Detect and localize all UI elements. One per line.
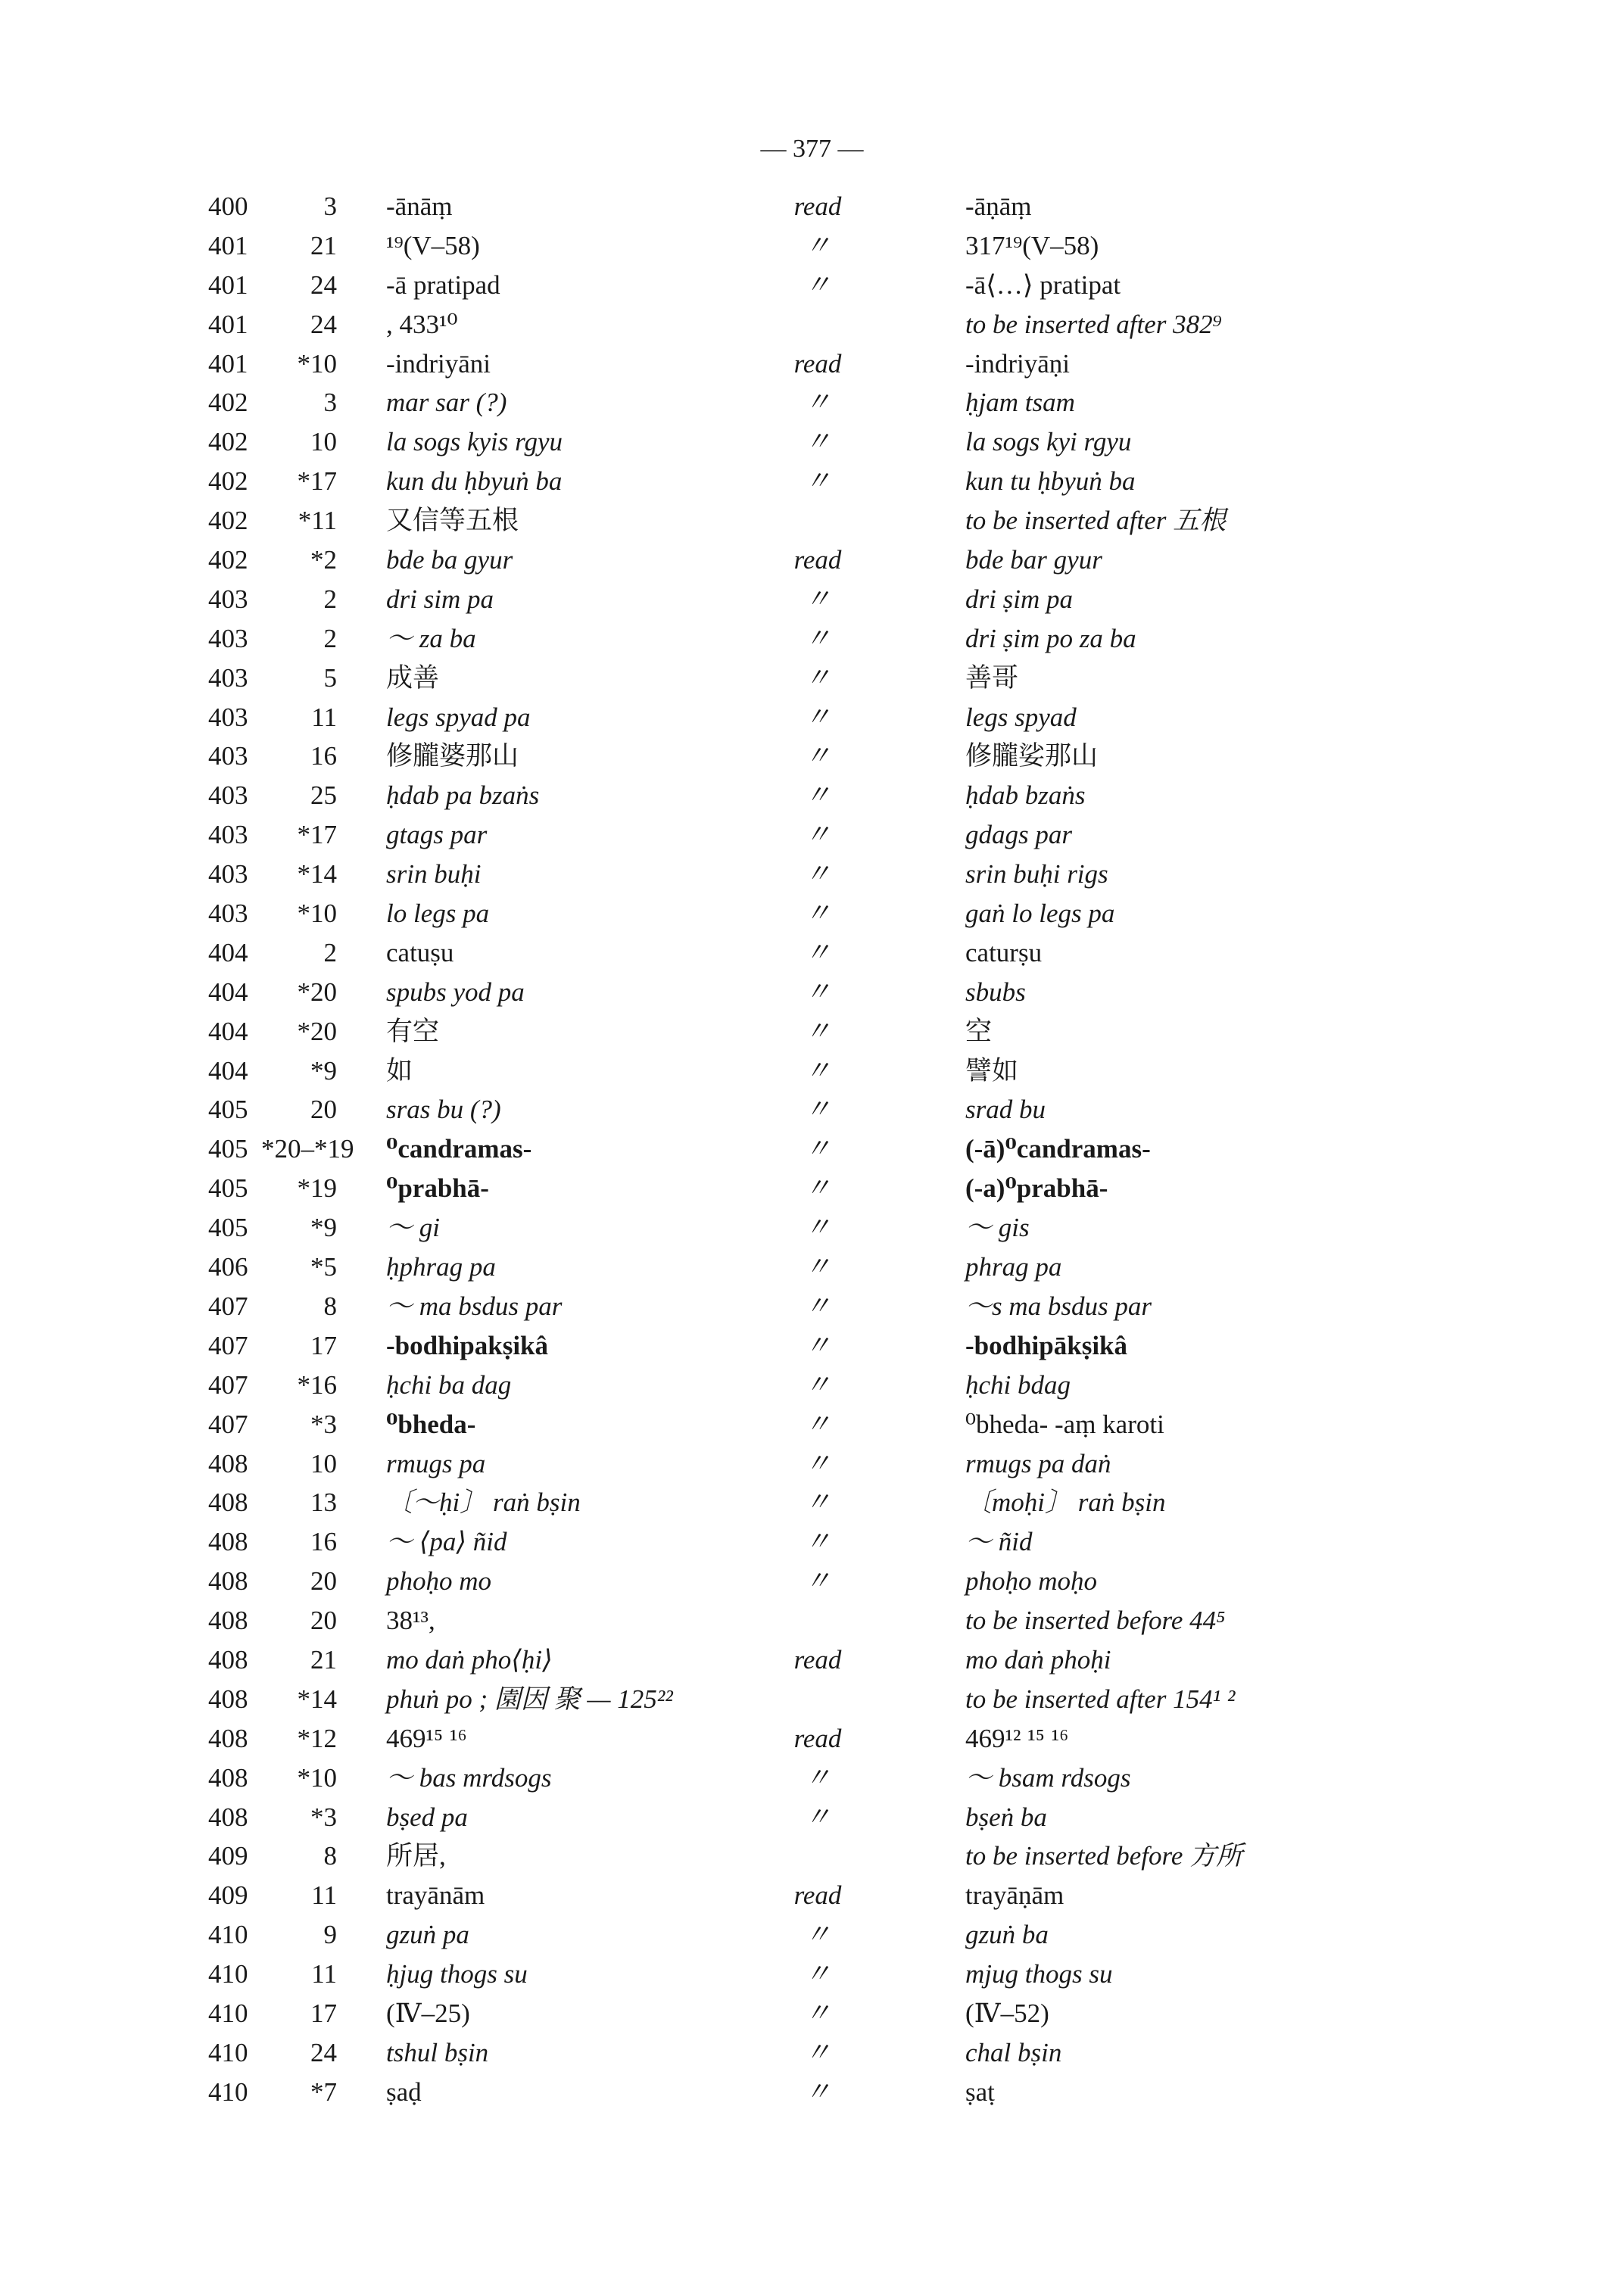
line-ref: *17 <box>297 820 337 850</box>
page-ref: 408 <box>208 1488 248 1518</box>
corrected-text: ḥdab bzaṅs <box>965 780 1086 811</box>
original-text: trayānām <box>386 1880 485 1911</box>
page-ref: 408 <box>208 1802 248 1832</box>
original-text: dri sim pa <box>386 584 494 614</box>
original-text: ⁰prabhā- <box>386 1173 489 1204</box>
correction-mark: 〃 <box>804 623 831 653</box>
correction-mark: 〃 <box>804 269 831 300</box>
line-ref: *20–*19 <box>261 1134 354 1164</box>
page-ref: 403 <box>208 741 248 771</box>
corrected-text: -ā⟨…⟩ pratipat <box>965 269 1121 300</box>
errata-table <box>0 187 1624 2112</box>
correction-mark: 〃 <box>804 1448 831 1478</box>
original-text: ～ ma bsdus par <box>386 1291 563 1321</box>
corrected-text: ⁰bheda- -aṃ karoti <box>965 1409 1164 1439</box>
correction-mark: 〃 <box>804 1527 831 1557</box>
page-ref: 403 <box>208 623 248 653</box>
corrected-text: phoḥo moḥo <box>965 1566 1098 1597</box>
page-ref: 404 <box>208 1016 248 1046</box>
errata-row <box>0 894 1624 933</box>
line-ref: *12 <box>297 1723 337 1753</box>
errata-row <box>0 1680 1624 1719</box>
line-ref: 9 <box>323 1920 337 1950</box>
correction-mark: 〃 <box>804 1016 831 1046</box>
original-text: bde ba gyur <box>386 545 513 575</box>
errata-row <box>0 1405 1624 1444</box>
line-ref: 21 <box>310 230 337 260</box>
line-ref: 24 <box>310 2037 337 2067</box>
correction-mark: 〃 <box>804 2037 831 2067</box>
corrected-text: gzuṅ ba <box>965 1920 1049 1950</box>
corrected-text: to be inserted after 382⁹ <box>965 309 1222 339</box>
line-ref: 10 <box>310 427 337 457</box>
corrected-text: ～ ñid <box>965 1527 1033 1557</box>
errata-row <box>0 1483 1624 1522</box>
correction-mark: 〃 <box>804 1330 831 1360</box>
correction-mark: 〃 <box>804 1566 831 1597</box>
correction-mark: 〃 <box>804 1762 831 1793</box>
correction-mark: 〃 <box>804 1488 831 1518</box>
errata-row <box>0 226 1624 266</box>
correction-mark: 〃 <box>804 1134 831 1164</box>
original-text: tshul bṣin <box>386 2037 489 2067</box>
original-text: -indriyāni <box>386 348 491 379</box>
original-text: 38¹³, <box>386 1606 435 1636</box>
corrected-text: to be inserted after 154¹ ² <box>965 1684 1236 1714</box>
line-ref: 20 <box>310 1095 337 1125</box>
correction-mark: read <box>793 1880 842 1911</box>
errata-row <box>0 815 1624 855</box>
corrected-text: dri ṣim pa <box>965 584 1073 614</box>
original-text: 所居, <box>386 1841 446 1871</box>
original-text: legs spyad pa <box>386 702 531 732</box>
line-ref: 2 <box>323 623 337 653</box>
errata-row <box>0 1640 1624 1680</box>
corrected-text: to be inserted before 方所 <box>965 1841 1243 1871</box>
page-ref: 408 <box>208 1762 248 1793</box>
line-ref: *5 <box>310 1252 337 1282</box>
correction-mark: 〃 <box>804 702 831 732</box>
errata-row <box>0 619 1624 659</box>
correction-mark: 〃 <box>804 859 831 889</box>
line-ref: 2 <box>323 937 337 967</box>
page-ref: 409 <box>208 1841 248 1871</box>
corrected-text: gaṅ lo legs pa <box>965 899 1115 929</box>
page-ref: 401 <box>208 230 248 260</box>
page-ref: 402 <box>208 427 248 457</box>
correction-mark: 〃 <box>804 899 831 929</box>
corrected-text: trayāṇām <box>965 1880 1064 1911</box>
line-ref: 3 <box>323 388 337 418</box>
original-text: ～ gi <box>386 1213 440 1243</box>
errata-row <box>0 1994 1624 2033</box>
correction-mark: 〃 <box>804 1959 831 1989</box>
corrected-text: (Ⅳ–52) <box>965 1998 1049 2028</box>
errata-row <box>0 1287 1624 1326</box>
correction-mark: 〃 <box>804 1055 831 1086</box>
errata-row <box>0 1366 1624 1405</box>
line-ref: 16 <box>310 741 337 771</box>
correction-mark: 〃 <box>804 1920 831 1950</box>
original-text: 469¹⁵ ¹⁶ <box>386 1723 467 1753</box>
corrected-text: srad bu <box>965 1095 1046 1125</box>
original-text: -ā pratipad <box>386 269 500 300</box>
errata-row <box>0 2033 1624 2073</box>
errata-row <box>0 1876 1624 1915</box>
page-ref: 402 <box>208 506 248 536</box>
errata-row <box>0 1915 1624 1955</box>
errata-row <box>0 344 1624 384</box>
errata-row <box>0 973 1624 1012</box>
corrected-text: 空 <box>965 1016 993 1046</box>
correction-mark: 〃 <box>804 427 831 457</box>
correction-mark: 〃 <box>804 1173 831 1204</box>
page-ref: 404 <box>208 937 248 967</box>
original-text: catuṣu <box>386 937 454 967</box>
page-ref: 403 <box>208 584 248 614</box>
page-ref: 406 <box>208 1252 248 1282</box>
corrected-text: caturṣu <box>965 937 1043 967</box>
original-text: ḥchi ba dag <box>386 1369 512 1400</box>
correction-mark: 〃 <box>804 820 831 850</box>
page-ref: 401 <box>208 348 248 379</box>
page-ref: 403 <box>208 820 248 850</box>
errata-row <box>0 1601 1624 1640</box>
errata-row <box>0 1169 1624 1208</box>
line-ref: 11 <box>311 1880 337 1911</box>
corrected-text: ṣaṭ <box>965 2076 995 2107</box>
original-text: ḥjug thogs su <box>386 1959 528 1989</box>
page-ref: 408 <box>208 1684 248 1714</box>
line-ref: 20 <box>310 1606 337 1636</box>
errata-row <box>0 698 1624 737</box>
original-text: rmugs pa <box>386 1448 486 1478</box>
original-text: gtags par <box>386 820 488 850</box>
page-ref: 410 <box>208 1920 248 1950</box>
errata-row <box>0 1798 1624 1837</box>
corrected-text: 修朧娑那山 <box>965 741 1099 771</box>
correction-mark: read <box>793 1644 842 1675</box>
line-ref: *9 <box>310 1055 337 1086</box>
page-ref: 404 <box>208 1055 248 1086</box>
page-ref: 408 <box>208 1448 248 1478</box>
page-ref: 407 <box>208 1409 248 1439</box>
corrected-text: 譬如 <box>965 1055 1019 1086</box>
original-text: ḥdab pa bzaṅs <box>386 780 540 811</box>
errata-row <box>0 501 1624 541</box>
page-ref: 410 <box>208 1998 248 2028</box>
original-text: 成善 <box>386 662 440 693</box>
original-text: ～ bas mrdsogs <box>386 1762 552 1793</box>
errata-row <box>0 1759 1624 1798</box>
corrected-text: srin buḥi rigs <box>965 859 1108 889</box>
line-ref: 16 <box>310 1527 337 1557</box>
line-ref: 8 <box>323 1841 337 1871</box>
page-number: — 377 — <box>760 135 864 163</box>
corrected-text: bde bar gyur <box>965 545 1102 575</box>
original-text: ～ ⟨pa⟩ ñid <box>386 1527 507 1557</box>
corrected-text: (-ā)⁰candramas- <box>965 1134 1151 1164</box>
original-text: , 433¹⁰ <box>386 309 458 339</box>
correction-mark: 〃 <box>804 466 831 497</box>
correction-mark: 〃 <box>804 1095 831 1125</box>
correction-mark: 〃 <box>804 1409 831 1439</box>
original-text: spubs yod pa <box>386 977 525 1007</box>
page-ref: 405 <box>208 1213 248 1243</box>
errata-row <box>0 541 1624 580</box>
corrected-text: 善哥 <box>965 662 1019 693</box>
page-ref: 407 <box>208 1330 248 1360</box>
page-ref: 400 <box>208 192 248 221</box>
errata-row <box>0 1090 1624 1129</box>
errata-row <box>0 659 1624 698</box>
errata-row <box>0 1208 1624 1248</box>
correction-mark: 〃 <box>804 977 831 1007</box>
original-text: (Ⅳ–25) <box>386 1998 470 2028</box>
corrected-text: 317¹⁹(V–58) <box>965 230 1099 260</box>
correction-mark: 〃 <box>804 1291 831 1321</box>
line-ref: 8 <box>323 1291 337 1321</box>
page-ref: 410 <box>208 2076 248 2107</box>
correction-mark: read <box>793 545 842 575</box>
original-text: ⁰candramas- <box>386 1134 532 1164</box>
errata-row <box>0 1837 1624 1876</box>
corrected-text: phrag pa <box>965 1252 1062 1282</box>
errata-row <box>0 737 1624 776</box>
correction-mark: 〃 <box>804 780 831 811</box>
corrected-text: 〔moḥi〕 raṅ bṣin <box>965 1488 1166 1518</box>
corrected-text: chal bṣin <box>965 2037 1062 2067</box>
corrected-text: bṣeṅ ba <box>965 1802 1047 1832</box>
page-ref: 403 <box>208 662 248 693</box>
corrected-text: sbubs <box>965 977 1026 1007</box>
page-ref: 409 <box>208 1880 248 1911</box>
errata-row <box>0 1012 1624 1051</box>
errata-row <box>0 462 1624 501</box>
page-ref: 408 <box>208 1644 248 1675</box>
page-ref: 402 <box>208 466 248 497</box>
line-ref: *3 <box>310 1409 337 1439</box>
original-text: 〔～ḥi〕 raṅ bṣin <box>386 1488 581 1518</box>
errata-row <box>0 1326 1624 1366</box>
line-ref: *9 <box>310 1213 337 1243</box>
page-ref: 403 <box>208 899 248 929</box>
errata-row <box>0 187 1624 226</box>
original-text: srin buḥi <box>386 859 482 889</box>
page-ref: 403 <box>208 702 248 732</box>
errata-row <box>0 422 1624 462</box>
corrected-text: gdags par <box>965 820 1072 850</box>
correction-mark: read <box>793 348 842 379</box>
page-ref: 401 <box>208 269 248 300</box>
line-ref: 24 <box>310 309 337 339</box>
corrected-text: 469¹² ¹⁵ ¹⁶ <box>965 1723 1069 1753</box>
correction-mark: 〃 <box>804 1252 831 1282</box>
line-ref: *14 <box>297 1684 337 1714</box>
line-ref: 25 <box>310 780 337 811</box>
corrected-text: ḥchi bdag <box>965 1369 1071 1400</box>
original-text: ṣaḍ <box>386 2076 422 2107</box>
original-text: -bodhipakṣikâ <box>386 1330 549 1360</box>
original-text: kun du ḥbyuṅ ba <box>386 466 563 497</box>
original-text: 修朧婆那山 <box>386 741 519 771</box>
errata-row <box>0 933 1624 973</box>
corrected-text: to be inserted before 44⁵ <box>965 1606 1226 1636</box>
errata-row <box>0 580 1624 619</box>
corrected-text: ḥjam tsam <box>965 388 1075 418</box>
correction-mark: 〃 <box>804 388 831 418</box>
line-ref: 11 <box>311 1959 337 1989</box>
page-ref: 405 <box>208 1173 248 1204</box>
corrected-text: -āṇāṃ <box>965 192 1032 221</box>
page-ref: 408 <box>208 1527 248 1557</box>
original-text: ⁰bheda- <box>386 1409 476 1439</box>
page-ref: 405 <box>208 1134 248 1164</box>
original-text: 如 <box>386 1055 413 1086</box>
page-ref: 407 <box>208 1291 248 1321</box>
page-ref: 410 <box>208 2037 248 2067</box>
page-ref: 403 <box>208 780 248 811</box>
line-ref: *10 <box>297 1762 337 1793</box>
line-ref: *10 <box>297 899 337 929</box>
line-ref: *20 <box>297 977 337 1007</box>
errata-row <box>0 1522 1624 1562</box>
original-text: gzuṅ pa <box>386 1920 469 1950</box>
correction-mark: read <box>793 192 842 221</box>
line-ref: 5 <box>323 662 337 693</box>
line-ref: *11 <box>298 506 337 536</box>
line-ref: 3 <box>323 192 337 221</box>
original-text: phoḥo mo <box>386 1566 492 1597</box>
line-ref: 13 <box>310 1488 337 1518</box>
correction-mark: 〃 <box>804 1369 831 1400</box>
errata-row <box>0 1051 1624 1091</box>
errata-row <box>0 266 1624 305</box>
corrected-text: legs spyad <box>965 702 1077 732</box>
errata-row <box>0 305 1624 344</box>
corrected-text: mjug thogs su <box>965 1959 1113 1989</box>
errata-row <box>0 1719 1624 1759</box>
corrected-text: -bodhipākṣikâ <box>965 1330 1128 1360</box>
corrected-text: -indriyāṇi <box>965 348 1071 379</box>
page-ref: 403 <box>208 859 248 889</box>
corrected-text: ～ bsam rdsogs <box>965 1762 1131 1793</box>
original-text: ḥphrag pa <box>386 1252 496 1282</box>
page-ref: 404 <box>208 977 248 1007</box>
page-ref: 408 <box>208 1566 248 1597</box>
line-ref: *17 <box>297 466 337 497</box>
page-ref: 401 <box>208 309 248 339</box>
line-ref: 21 <box>310 1644 337 1675</box>
line-ref: *14 <box>297 859 337 889</box>
line-ref: 10 <box>310 1448 337 1478</box>
page-ref: 405 <box>208 1095 248 1125</box>
corrected-text: kun tu ḥbyuṅ ba <box>965 466 1136 497</box>
errata-row <box>0 855 1624 894</box>
errata-row <box>0 1444 1624 1484</box>
original-text: ～ za ba <box>386 623 476 653</box>
corrected-text: dri ṣim po za ba <box>965 623 1136 653</box>
original-text: sras bu (?) <box>386 1095 501 1125</box>
page-ref: 402 <box>208 388 248 418</box>
line-ref: *16 <box>297 1369 337 1400</box>
correction-mark: 〃 <box>804 584 831 614</box>
corrected-text: la sogs kyi rgyu <box>965 427 1132 457</box>
errata-row <box>0 1248 1624 1287</box>
errata-row <box>0 2073 1624 2112</box>
line-ref: 11 <box>311 702 337 732</box>
page-ref: 410 <box>208 1959 248 1989</box>
corrected-text: (-a)⁰prabhā- <box>965 1173 1108 1204</box>
correction-mark: 〃 <box>804 230 831 260</box>
line-ref: *19 <box>297 1173 337 1204</box>
line-ref: 17 <box>310 1330 337 1360</box>
line-ref: *10 <box>297 348 337 379</box>
page-ref: 402 <box>208 545 248 575</box>
correction-mark: 〃 <box>804 1998 831 2028</box>
errata-row <box>0 1562 1624 1601</box>
original-text: mar sar (?) <box>386 388 507 418</box>
errata-row <box>0 776 1624 815</box>
page-ref: 408 <box>208 1723 248 1753</box>
line-ref: 20 <box>310 1566 337 1597</box>
errata-row <box>0 1129 1624 1169</box>
original-text: bṣed pa <box>386 1802 468 1832</box>
errata-row <box>0 383 1624 422</box>
corrected-text: rmugs pa daṅ <box>965 1448 1111 1478</box>
correction-mark: 〃 <box>804 2076 831 2107</box>
page-ref: 408 <box>208 1606 248 1636</box>
corrected-text: to be inserted after 五根 <box>965 506 1227 536</box>
line-ref: *2 <box>310 545 337 575</box>
errata-row <box>0 1955 1624 1994</box>
original-text: 又信等五根 <box>386 506 519 536</box>
original-text: la sogs kyis rgyu <box>386 427 563 457</box>
original-text: 有空 <box>386 1016 440 1046</box>
corrected-text: mo daṅ phoḥi <box>965 1644 1111 1675</box>
line-ref: *3 <box>310 1802 337 1832</box>
correction-mark: 〃 <box>804 741 831 771</box>
corrected-text: ～ gis <box>965 1213 1030 1243</box>
page-ref: 407 <box>208 1369 248 1400</box>
line-ref: 17 <box>310 1998 337 2028</box>
line-ref: 2 <box>323 584 337 614</box>
original-text: phuṅ po ; 園因 聚 — 125²² <box>386 1684 673 1714</box>
original-text: -ānāṃ <box>386 192 453 221</box>
correction-mark: 〃 <box>804 1802 831 1832</box>
correction-mark: 〃 <box>804 662 831 693</box>
line-ref: 24 <box>310 269 337 300</box>
original-text: mo daṅ pho⟨ḥi⟩ <box>386 1644 553 1675</box>
corrected-text: ～s ma bsdus par <box>965 1291 1152 1321</box>
correction-mark: read <box>793 1723 842 1753</box>
line-ref: *7 <box>310 2076 337 2107</box>
original-text: lo legs pa <box>386 899 490 929</box>
correction-mark: 〃 <box>804 937 831 967</box>
line-ref: *20 <box>297 1016 337 1046</box>
original-text: ¹⁹(V–58) <box>386 230 480 260</box>
correction-mark: 〃 <box>804 1213 831 1243</box>
